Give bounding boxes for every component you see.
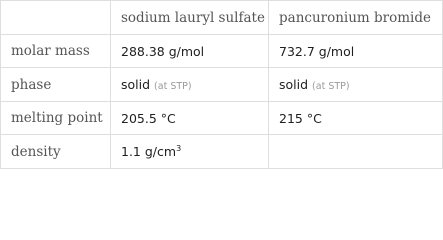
header-row [1, 1, 443, 35]
cell-phase-pancuronium-bromide [269, 68, 443, 102]
column-header-sodium-lauryl-sulfate: sodium lauryl sulfate [111, 1, 269, 35]
cell-molar-mass-sodium-lauryl-sulfate [111, 35, 269, 68]
row-label-molar-mass: molar mass [1, 35, 111, 68]
column-header-pancuronium-bromide: pancuronium bromide [269, 1, 443, 35]
value-text: 1.1 g/cm [121, 144, 177, 159]
cell-density-pancuronium-bromide [269, 135, 443, 169]
value-text: 732.7 g/mol [279, 43, 355, 59]
value-text: 288.38 g/mol [121, 43, 205, 59]
row-label-phase: phase [1, 68, 111, 102]
cell-melting-point-pancuronium-bromide [269, 102, 443, 135]
cell-phase-sodium-lauryl-sulfate [111, 68, 269, 102]
cell-density-sodium-lauryl-sulfate [111, 135, 269, 169]
value-text: 215 °C [279, 110, 322, 126]
table-row-melting-point [1, 102, 443, 135]
table-row-molar-mass [1, 35, 443, 68]
cell-molar-mass-pancuronium-bromide [269, 35, 443, 68]
cell-melting-point-sodium-lauryl-sulfate [111, 102, 269, 135]
value-text: solid [279, 77, 309, 92]
value-text: 205.5 °C [121, 110, 176, 126]
unit-exponent: 3 [176, 143, 182, 153]
value-text: solid [121, 77, 151, 92]
table-row-phase [1, 68, 443, 102]
row-label-density: density [1, 135, 111, 169]
row-label-melting-point: melting point [1, 102, 111, 135]
condition-note: (at STP) [154, 81, 192, 92]
table-row-density [1, 135, 443, 169]
condition-note: (at STP) [312, 81, 350, 92]
corner-cell [1, 1, 111, 35]
